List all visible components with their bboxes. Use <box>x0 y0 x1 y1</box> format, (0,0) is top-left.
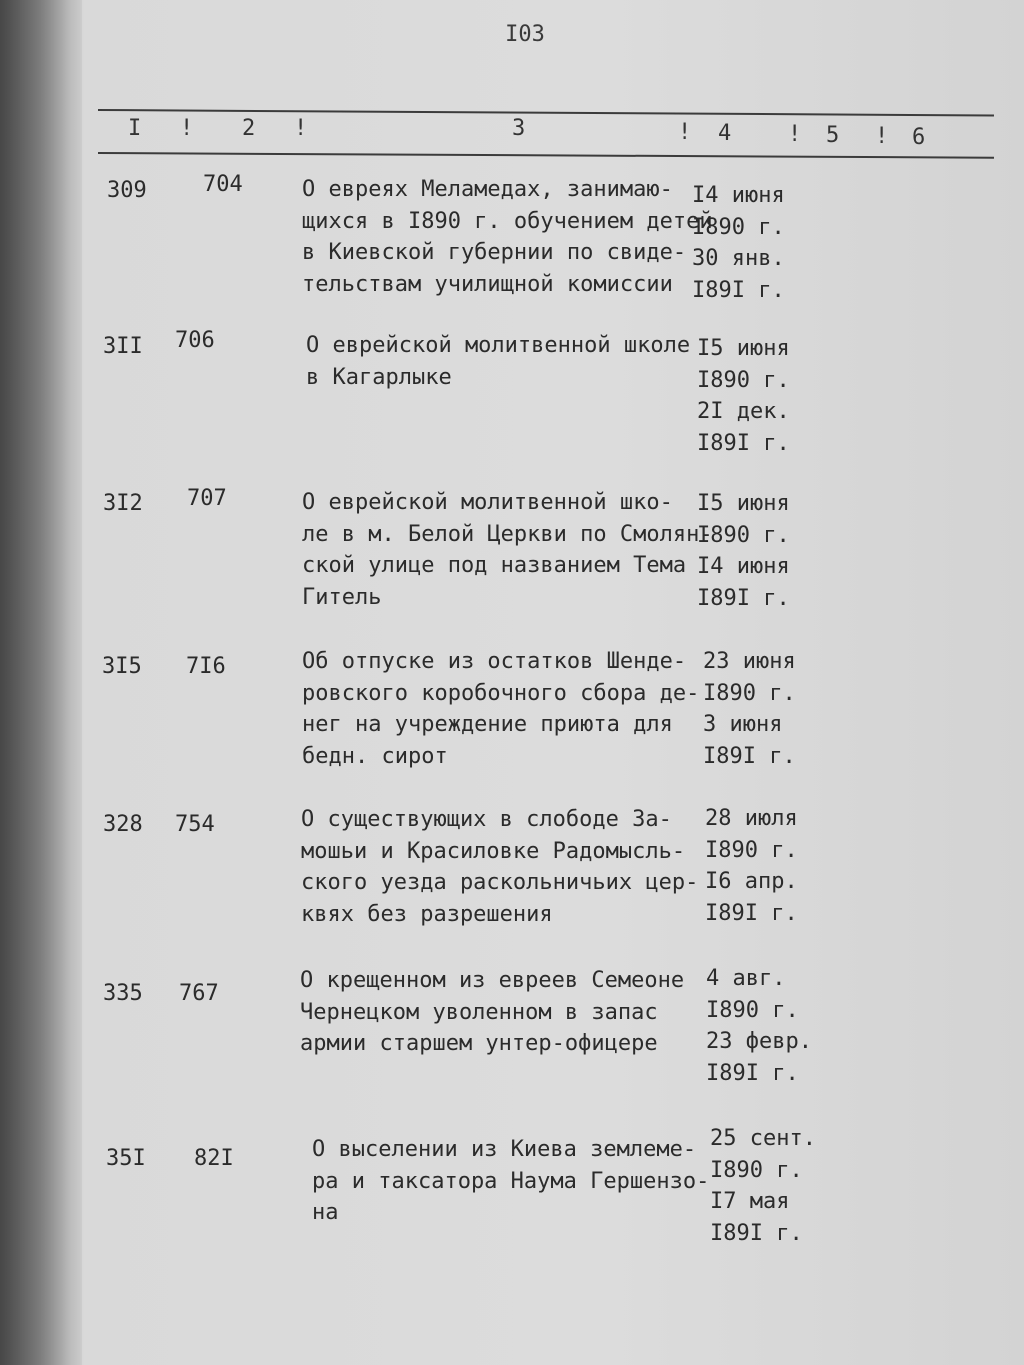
row-number: 3I2 <box>103 491 143 516</box>
header-col3: 3 <box>512 116 526 141</box>
row-description: О крещенном из евреев Семеоне Чернецком уволенном в запас армии старшем унтер-офицере <box>300 968 685 1056</box>
file-number: 704 <box>203 172 243 197</box>
row-number: 3II <box>103 334 143 359</box>
row-dates: I5 июня I890 г. I4 июня I89I г. <box>697 491 790 611</box>
row-number: 328 <box>103 812 143 837</box>
page-number: I03 <box>505 22 545 47</box>
row-description: О выселении из Киева землеме- ра и таксатора Наума Гершензо- на <box>312 1137 710 1225</box>
row-dates: 28 июля I890 г. I6 апр. I89I г. <box>705 806 798 926</box>
row-number: 309 <box>107 178 147 203</box>
row-description: Об отпуске из остатков Шенде- ровского коробочного сбора де- нег на учреждение приюта для бедн. сирот <box>302 649 700 769</box>
row-dates: 23 июня I890 г. 3 июня I89I г. <box>703 649 796 769</box>
row-description: О еврейской молитвенной школе в Кагарлыке <box>306 333 691 390</box>
header-col5: 5 <box>826 123 840 148</box>
header-col1: I <box>128 116 142 141</box>
row-dates: 4 авг. I890 г. 23 февр. I89I г. <box>706 966 812 1086</box>
row-description: О еврейской молитвенной шко- ле в м. Белой Церкви по Смолян- ской улице под названием Тема Гитель <box>302 490 713 610</box>
header-sep4: ! <box>788 122 802 147</box>
header-bottom-rule <box>98 152 994 159</box>
file-number: 706 <box>175 328 215 353</box>
row-number: 35I <box>106 1146 146 1171</box>
header-top-rule <box>98 109 994 116</box>
header-col6: 6 <box>912 125 926 150</box>
file-number: 767 <box>179 981 219 1006</box>
row-number: 3I5 <box>102 654 142 679</box>
header-col2: 2 <box>242 116 256 141</box>
header-sep1: ! <box>180 116 194 141</box>
row-dates: I5 июня I890 г. 2I дек. I89I г. <box>697 336 790 456</box>
row-number: 335 <box>103 981 143 1006</box>
row-description: О существующих в слободе За- мошьи и Красиловке Радомысль- ского уезда раскольничьих цер- квях без разрешения <box>301 807 699 927</box>
header-col4: 4 <box>718 121 732 146</box>
file-number: 82I <box>194 1146 234 1171</box>
row-description: О евреях Меламедах, занимаю- щихся в I890 г. обучением детей в Киевской губернии по свиде- тельствам училищной комиссии <box>302 177 713 297</box>
file-number: 754 <box>175 812 215 837</box>
row-dates: 25 сент. I890 г. I7 мая I89I г. <box>710 1126 816 1246</box>
file-number: 707 <box>187 486 227 511</box>
header-sep5: ! <box>875 124 889 149</box>
binding-shadow <box>0 0 82 1365</box>
header-sep3: ! <box>678 120 692 145</box>
header-sep2: ! <box>294 116 308 141</box>
row-dates: I4 июня I890 г. 30 янв. I89I г. <box>692 183 785 303</box>
file-number: 7I6 <box>186 654 226 679</box>
